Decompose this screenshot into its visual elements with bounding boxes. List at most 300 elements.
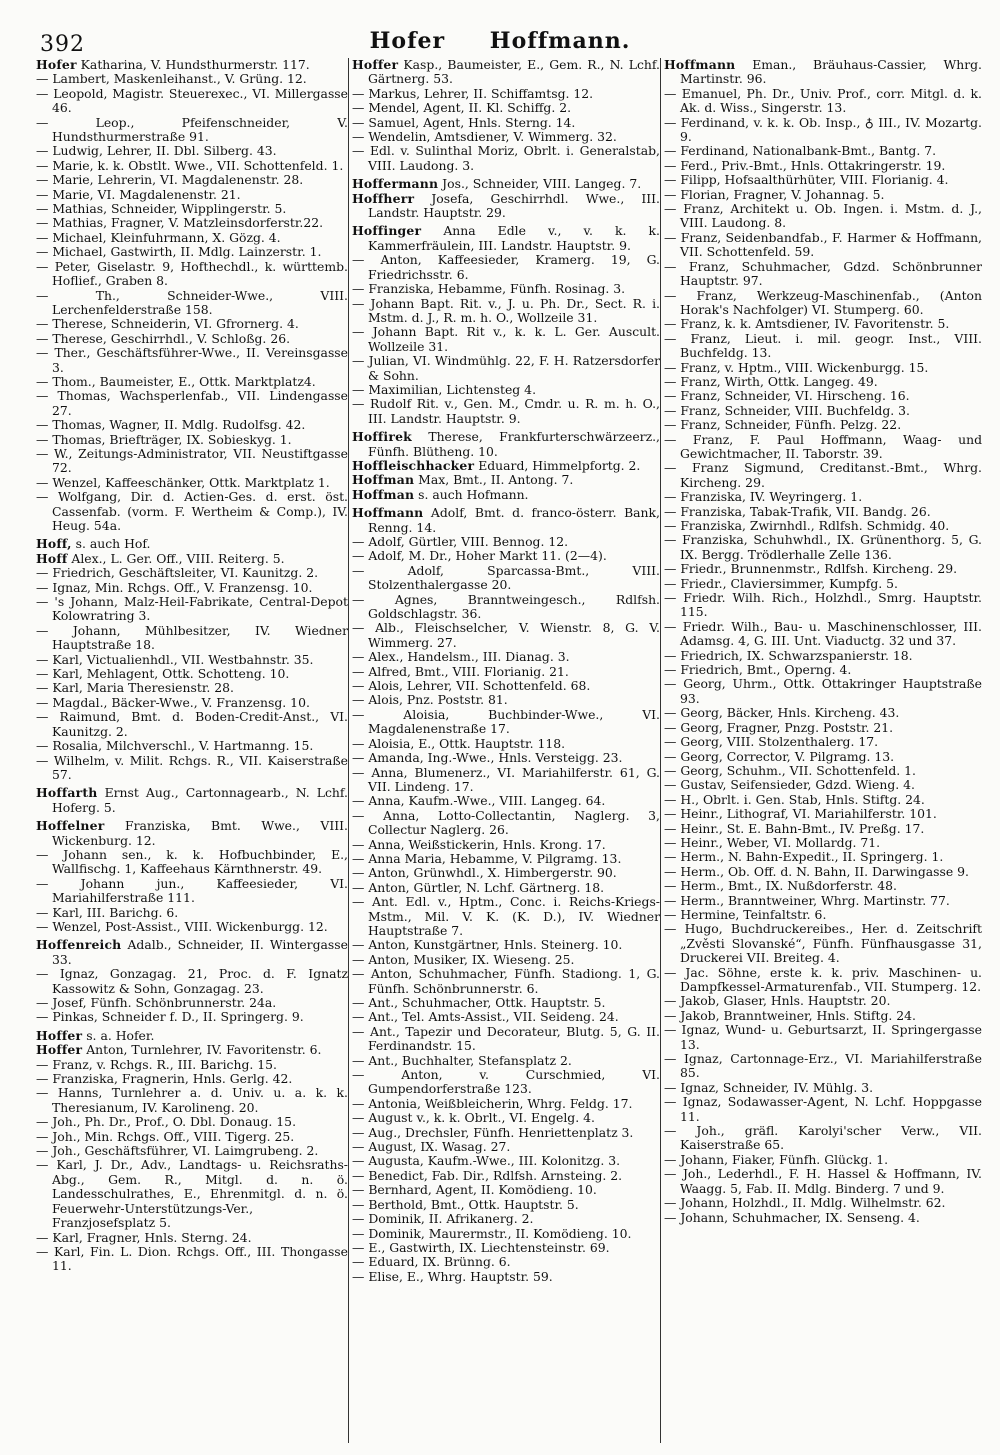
directory-entry [352,177,660,191]
directory-entry [352,1255,660,1269]
entry-text: — Anton, Gürtler, N. Lchf. Gärtnerg. 18. [352,879,605,895]
entry-surname: Hofer [36,58,77,72]
entry-text: — August v., k. k. Obrlt., VI. Engelg. 4. [352,1110,595,1126]
directory-entry [36,537,348,551]
entry-surname: Hoffleischhacker [352,457,475,473]
entry-text: — Franz, Seidenbandfab., F. Harmer & Hoffmann, VII. Schottenfeld. 59. [664,229,982,260]
directory-entry [352,383,660,397]
entry-text: — Ignaz, Wund- u. Geburtsarzt, II. Springergasse 13. [664,1022,982,1052]
entry-text: Jos., Schneider, VIII. Langeg. 7. [442,176,642,192]
directory-entry [352,1154,660,1168]
directory-entry [352,794,660,808]
entry-text: — Ignaz, Gonzagag. 21, Proc. d. F. Ignatz Kassowitz & Sohn, Gonzagag. 23. [36,966,348,996]
entry-text: — Joh., Ph. Dr., Prof., O. Dbl. Donaug. 15. [36,1114,297,1130]
directory-entry [352,838,660,852]
entry-text: — Herm., Bmt., IX. Nußdorferstr. 48. [664,878,897,894]
directory-entry [36,447,348,476]
directory-entry [664,202,982,231]
entry-text: — Jakob, Branntweiner, Hnls. Stiftg. 24. [664,1007,916,1023]
directory-entry [352,1068,660,1097]
entry-text: — Franziska, IV. Weyringerg. 1. [664,489,863,505]
entry-text: Anton, Turnlehrer, IV. Favoritenstr. 6. [86,1042,322,1058]
directory-entry [36,1010,348,1024]
directory-entry [352,564,660,593]
entry-text: — Thomas, Wagner, II. Mdlg. Rudolfsg. 42. [36,417,306,433]
entry-text: — Wenzel, Kaffeeschänker, Ottk. Marktplatz 1. [36,474,330,490]
entry-text: — Markus, Lehrer, II. Schiffamtsg. 12. [352,85,594,101]
directory-entry [36,389,348,418]
entry-text: — Maximilian, Lichtensteg 4. [352,381,537,397]
entry-text: — Ferdinand, v. k. k. Ob. Insp., ♁ III., IV. Mozartg. 9. [664,114,982,145]
entry-text: — Franziska, Tabak-Trafik, VII. Bandg. 26. [664,503,931,519]
entry-text: — Franz Sigmund, Creditanst.-Bmt., Whrg. Kircheng. 29. [664,460,982,490]
entry-text: — Johann jun., Kaffeesieder, VI. Mariahilferstraße 111. [36,875,348,906]
entry-text: Therese, Frankfurterschwärzeerz., Fünfh. Blütheng. 10. [368,429,660,459]
directory-entry [36,877,348,906]
entry-text: — Johann, Schuhmacher, IX. Senseng. 4. [664,1209,920,1225]
entry-text: — Ferd., Priv.-Bmt., Hnls. Ottakringerstr. 19. [664,157,946,173]
entry-text: — Johann, Fiaker, Fünfh. Glückg. 1. [664,1151,889,1167]
running-head [0,28,1000,54]
directory-entry [36,188,348,202]
directory-entry [36,1029,348,1043]
entry-text: — Herm., Ob. Off. d. N. Bahn, II. Darwingasse 9. [664,863,969,879]
directory-entry [36,418,348,432]
directory-entry [664,361,982,375]
entry-text: — Georg, VIII. Stolzenthalerg. 17. [664,734,879,750]
entry-text: — Wendelin, Amtsdiener, V. Wimmerg. 32. [352,129,617,145]
entry-surname: Hoffirek [352,429,412,445]
directory-entry [352,621,660,650]
entry-text: — Samuel, Agent, Hnls. Sterng. 14. [352,114,576,130]
entry-text: Katharina, V. Hundsthurmerstr. 117. [80,58,310,72]
entry-surname: Hoffelner [36,818,105,834]
directory-entry [664,389,982,403]
directory-entry [664,332,982,361]
directory-entry [36,595,348,624]
entry-text: — Marie, VI. Magdalenenstr. 21. [36,186,241,202]
entry-text: — Friedr., Brunnenmstr., Rdlfsh. Kircheng. 29. [664,561,958,577]
entry-text: — Hugo, Buchdruckereibes., Her. d. Zeitschrift „Zvěsti Slovanské“, Fünfh. Fünfhausgasse 31, Druckerei VII. Breiteg. 4. [664,921,982,966]
entry-text: s. auch Hof. [75,536,151,552]
entry-text: — H., Obrlt. i. Gen. Stab, Hnls. Stiftg. 24. [664,791,925,807]
directory-entry [664,908,982,922]
directory-entry [664,188,982,202]
entry-surname: Hoffman [352,472,415,488]
directory-entry [664,404,982,418]
entry-text: — Karl, Fragner, Hnls. Sterng. 24. [36,1229,252,1245]
entry-text: — Georg, Fragner, Pnzg. Poststr. 21. [664,719,894,735]
directory-entry [352,593,660,622]
entry-text: — Thomas, Briefträger, IX. Sobieskyg. 1. [36,431,292,447]
entry-text: — Thom., Baumeister, E., Ottk. Marktplatz4. [36,373,316,389]
directory-entry [664,505,982,519]
entry-text: — Filipp, Hofsaalthürhüter, VIII. Florianig. 4. [664,172,949,188]
entry-text: — Adolf, M. Dr., Hoher Markt 11. (2—4). [352,548,607,564]
entry-text: — Franz, Architekt u. Ob. Ingen. i. Mstm. d. J., VIII. Laudong. 8. [664,201,982,231]
entry-text: — Dominik, Maurermstr., II. Komödieng. 10. [352,1225,632,1241]
entry-text: — Ant., Buchhalter, Stefansplatz 2. [352,1052,572,1068]
directory-entry [664,865,982,879]
directory-entry [352,895,660,938]
entry-text: — Pinkas, Schneider f. D., II. Springerg. 9. [36,1009,304,1025]
entry-text: — Karl, Fin. L. Dion. Rchgs. Off., III. Thongasse 11. [36,1243,348,1274]
entry-text: — Dominik, II. Afrikanerg. 2. [352,1211,534,1227]
entry-text: — Heinr., Weber, VI. Mollardg. 71. [664,834,881,850]
entry-text: — Franz, F. Paul Hoffmann, Waag- und Gewichtmacher, II. Taborstr. 39. [664,431,982,461]
directory-entry [36,786,348,815]
directory-entry [664,519,982,533]
entry-surname: Hoffinger [352,223,422,239]
directory-entry [352,101,660,115]
directory-entry [664,706,982,720]
entry-text: — Anton, Grünwhdl., X. Himbergerstr. 90. [352,865,617,881]
entry-text: — Alfred, Bmt., VIII. Florianig. 21. [352,663,569,679]
column-3 [664,58,982,1438]
directory-entry [36,938,348,967]
entry-text: — Johann Bapt. Rit. v., J. u. Ph. Dr., Sect. R. i. Mstm. d. J., R. m. h. O., Wollzeile 31. [352,295,660,325]
entry-text: Ernst Aug., Cartonnagearb., N. Lchf. Hoferg. 5. [52,785,348,815]
directory-entry [36,996,348,1010]
entry-text: Anna Edle v., v. k. k. Kammerfräulein, III. Landstr. Hauptstr. 9. [368,223,660,253]
directory-entry [664,1211,982,1225]
entry-text: — Jac. Söhne, erste k. k. priv. Maschinen- u. Dampfkessel-Armaturenfab., VII. Stumperg. 12. [664,964,982,994]
entry-text: — Magdal., Bäcker-Wwe., V. Franzensg. 10. [36,694,310,710]
entry-text: — Joh., Geschäftsführer, VI. Laimgrubeng. 2. [36,1143,319,1159]
entry-text: — Karl, Victualienhdl., VII. Westbahnstr. 35. [36,651,314,667]
directory-entry [352,144,660,173]
entry-text: — Friedr. Wilh., Bau- u. Maschinenschlosser, III. Adamsg. 4, G. III. Unt. Viaductg. 32 und 37. [664,618,982,649]
directory-entry [664,231,982,260]
directory-entry [352,224,660,253]
directory-entry [36,260,348,289]
directory-entry [36,1130,348,1144]
directory-entry [36,317,348,331]
directory-entry [352,1097,660,1111]
entry-text: — 's Johann, Malz-Heil-Fabrikate, Central-Depot Kolowratring 3. [36,594,348,624]
entry-surname: Hoff [36,550,68,566]
directory-entry [664,735,982,749]
directory-entry [36,216,348,230]
column-1 [36,58,348,1438]
entry-text: — Elise, E., Whrg. Hauptstr. 59. [352,1268,553,1284]
entry-text: — Friedrich, Bmt., Operng. 4. [664,662,852,678]
directory-entry [352,1010,660,1024]
entry-text: — Anton, Kunstgärtner, Hnls. Steinerg. 10. [352,937,623,953]
entry-text: — Franz, Schneider, Fünfh. Pelzg. 22. [664,417,902,433]
entry-text: — Karl, Mehlagent, Ottk. Schotteng. 10. [36,666,290,682]
directory-entry [664,764,982,778]
directory-entry [36,581,348,595]
directory-entry [352,253,660,282]
directory-entry [352,87,660,101]
directory-entry [36,144,348,158]
entry-text: Adolf, Bmt. d. franco-österr. Bank, Renng. 14. [368,505,660,535]
directory-entry [664,663,982,677]
entry-text: — Georg, Schuhm., VII. Schottenfeld. 1. [664,762,916,778]
directory-entry [36,346,348,375]
directory-entry [352,881,660,895]
directory-entry [352,1227,660,1241]
entry-text: — Franz, v. Rchgs. R., III. Barichg. 15. [36,1056,277,1072]
directory-entry [664,1196,982,1210]
entry-text: — Marie, Lehrerin, VI. Magdalenenstr. 28. [36,172,304,188]
directory-entry [664,966,982,995]
entry-text: — Anna, Kaufm.-Wwe., VIII. Langeg. 64. [352,793,606,809]
entry-text: — Leopold, Magistr. Steuerexec., VI. Millergasse 46. [36,85,348,116]
entry-text: — Johann sen., k. k. Hofbuchbinder, E., Wallfischg. 1, Kaffeehaus Kärnthnerstr. 49. [36,846,348,877]
entry-text: — Eduard, IX. Brünng. 6. [352,1254,511,1270]
entry-text: — Ignaz, Sodawasser-Agent, N. Lchf. Hoppgasse 11. [664,1094,982,1124]
entry-text: s. auch Hofmann. [418,486,529,502]
entry-text: — Josef, Fünfh. Schönbrunnerstr. 24a. [36,995,277,1010]
entry-text: — Georg, Corrector, V. Pilgramg. 13. [664,748,895,764]
directory-entry [664,591,982,620]
entry-text: — Ferdinand, Nationalbank-Bmt., Bantg. 7. [664,143,937,159]
entry-text: — Friedrich, Geschäftsleiter, VI. Kaunitzg. 2. [36,565,319,581]
entry-text: — Ant., Tapezir und Decorateur, Blutg. 5, G. II. Ferdinandstr. 15. [352,1023,660,1054]
directory-entry [352,58,660,87]
entry-text: Eduard, Himmelpfortg. 2. [478,457,641,473]
directory-entry [664,173,982,187]
directory-entry [352,967,660,996]
directory-entry [664,836,982,850]
entry-text: — Anna, Lotto-Collectantin, Naglerg. 3, Collectur Naglerg. 26. [352,807,660,838]
directory-entry [36,202,348,216]
directory-entry [36,58,348,72]
entry-text: — Heinr., St. E. Bahn-Bmt., IV. Preßg. 17. [664,820,925,836]
entry-text: — Adolf, Sparcassa-Bmt., VIII. Stolzenthalergasse 20. [352,562,660,593]
entry-surname: Hoffer [36,1042,83,1058]
directory-entry [36,289,348,318]
directory-entry [36,159,348,173]
entry-text: — Joh., gräfl. Karolyi'scher Verw., VII. Kaiserstraße 65. [664,1123,982,1153]
entry-text: — Franziska, Schuhwhdl., IX. Grünenthorg. 5, G. IX. Bergg. Trödlerhalle Zelle 136. [664,532,982,562]
entry-text: — Julian, VI. Windmühlg. 22, F. H. Ratzersdorfer & Sohn. [352,353,660,383]
directory-entry [664,87,982,116]
entry-text: — Franz, Schneider, VIII. Buchfeldg. 3. [664,402,910,418]
directory-entry [36,681,348,695]
entry-text: — Karl, Maria Theresienstr. 28. [36,680,234,696]
directory-entry [664,577,982,591]
directory-entry [664,1095,982,1124]
directory-entry [352,708,660,737]
directory-entry [352,430,660,459]
directory-entry [352,650,660,664]
directory-entry [664,144,982,158]
entry-text: — Ignaz, Cartonnage-Erz., VI. Mariahilferstraße 85. [664,1051,982,1081]
entry-text: — Georg, Bäcker, Hnls. Kircheng. 43. [664,705,900,721]
directory-entry [664,533,982,562]
directory-entry [36,490,348,533]
directory-entry [36,552,348,566]
entry-text: — Franziska, Hebamme, Fünfh. Rosinag. 3. [352,281,626,297]
entry-text: — Ther., Geschäftsführer-Wwe., II. Vereinsgasse 3. [36,345,348,375]
directory-entry [36,754,348,783]
entry-text: — Alb., Fleischselcher, V. Wienstr. 8, G. V. Wimmerg. 27. [352,620,660,650]
entry-text: — Florian, Fragner, V. Johannag. 5. [664,186,885,202]
directory-entry [664,677,982,706]
directory-entry [664,260,982,289]
entry-text: — Ant., Tel. Amts-Assist., VII. Seideng. 24. [352,1009,619,1025]
directory-entry [664,793,982,807]
directory-entry [352,1169,660,1183]
directory-entry [36,739,348,753]
directory-entry [352,325,660,354]
directory-entry [664,433,982,462]
directory-entry [352,737,660,751]
entry-text: — Hermine, Teinfaltstr. 6. [664,906,827,922]
entry-text: — Peter, Giselastr. 9, Hofthechdl., k. württemb. Hoflief., Graben 8. [36,258,348,289]
directory-entry [36,245,348,259]
entry-text: s. a. Hofer. [86,1027,155,1043]
directory-entry [664,490,982,504]
directory-entry [352,397,660,426]
entry-text: — Herm., N. Bahn-Expedit., II. Springerg. 1. [664,849,944,865]
directory-entry [664,922,982,965]
directory-entry [664,317,982,331]
entry-text: — Franz, Lieut. i. mil. geogr. Inst., VIII. Buchfeldg. 13. [664,330,982,361]
entry-surname: Hoffer [352,58,399,72]
directory-entry [352,282,660,296]
entry-text: — Aloisia, Buchbinder-Wwe., VI. Magdalenenstraße 17. [352,706,660,737]
entry-surname: Hoffarth [36,785,98,801]
directory-entry [352,751,660,765]
entry-text: — Karl, III. Barichg. 6. [36,904,179,920]
entry-surname: Hoffman [352,486,415,502]
entry-text: — Mathias, Fragner, V. Matzleinsdorferstr.22. [36,215,324,231]
entry-text: Adalb., Schneider, II. Wintergasse 33. [52,937,348,967]
entry-text: — Rosalia, Milchverschl., V. Hartmanng. 15. [36,738,314,754]
entry-text: — Franziska, Fragnerin, Hnls. Gerlg. 42. [36,1071,293,1087]
directory-entry [352,809,660,838]
column-rule [660,58,661,1443]
directory-entry [352,549,660,563]
directory-entry [36,87,348,116]
directory-entry [664,1052,982,1081]
directory-entry [664,1081,982,1095]
page-number: 392 [40,32,85,57]
entry-surname: Hoffer [36,1027,83,1043]
directory-entry [664,375,982,389]
entry-text: Josefa, Geschirrhdl. Wwe., III. Landstr. Hauptstr. 29. [368,190,660,221]
entry-text: — Franz, Werkzeug-Maschinenfab., (Anton Horak's Nachfolger) VI. Stumperg. 60. [664,287,982,317]
directory-entry [36,375,348,389]
entry-text: — Michael, Kleinfuhrmann, X. Gözg. 4. [36,229,281,245]
entry-text: — Emanuel, Ph. Dr., Univ. Prof., corr. Mitgl. d. k. Ak. d. Wiss., Singerstr. 13. [664,85,982,116]
directory-entry [664,1153,982,1167]
entry-text: — Wilhelm, v. Milit. Rchgs. R., VII. Kaiserstraße 57. [36,752,348,782]
entry-text: — Franziska, Zwirnhdl., Rdlfsh. Schmidg. 40. [664,518,950,533]
directory-entry [36,967,348,996]
entry-surname: Hoffenreich [36,937,122,953]
entry-text: — Anton, v. Curschmied, VI. Gumpendorferstraße 123. [352,1067,660,1097]
directory-entry [352,1140,660,1154]
entry-text: — Herm., Branntweiner, Whrg. Martinstr. 77. [664,892,950,908]
entry-text: — Friedr., Claviersimmer, Kumpfg. 5. [664,575,898,591]
directory-entry [36,1144,348,1158]
directory-entry [352,116,660,130]
entry-text: — Hanns, Turnlehrer a. d. Univ. u. a. k. k. Theresianum, IV. Karolineng. 20. [36,1085,348,1115]
directory-entry [664,850,982,864]
directory-entry [36,1086,348,1115]
entry-text: — Friedr. Wilh. Rich., Holzhdl., Smrg. Hauptstr. 115. [664,590,982,620]
entry-text: — Johann, Holzhdl., II. Mdlg. Wilhelmstr. 62. [664,1195,946,1211]
directory-entry [352,459,660,473]
directory-entry [352,1241,660,1255]
directory-entry [352,488,660,502]
directory-entry [352,354,660,383]
directory-entry [352,852,660,866]
directory-entry [36,1158,348,1230]
directory-entry [352,996,660,1010]
directory-entry [352,693,660,707]
directory-entry [352,1270,660,1284]
directory-entry [352,866,660,880]
directory-entry [36,624,348,653]
directory-entry [664,58,982,87]
entry-text: Kasp., Baumeister, E., Gem. R., N. Lchf. Gärtnerg. 53. [368,58,660,87]
entry-text: — Franz, k. k. Amtsdiener, IV. Favoritenstr. 5. [664,316,950,332]
entry-text: — Wenzel, Post-Assist., VIII. Wickenburgg. 12. [36,918,328,934]
directory-entry [36,231,348,245]
directory-entry [664,807,982,821]
entry-text: — Anton, Kaffeesieder, Kramerg. 19, G. Friedrichsstr. 6. [352,252,660,282]
directory-entry [352,1025,660,1054]
entry-text: — Ant. Edl. v., Hptm., Conc. i. Reichs-Kriegs-Mstm., Mil. V. K. (K. D.), IV. Wiedner Hauptstraße 7. [352,894,660,938]
entry-text: Franziska, Bmt. Wwe., VIII. Wickenburg. 12. [52,818,348,848]
directory-entry [664,562,982,576]
directory-entry [36,1058,348,1072]
directory-entry [36,476,348,490]
directory-entry [352,130,660,144]
entry-text: — Anna, Weißstickerin, Hnls. Krong. 17. [352,836,606,852]
column-2 [352,58,660,1438]
directory-entry [36,920,348,934]
entry-text: — Karl, J. Dr., Adv., Landtags- u. Reichsraths-Abg., Gem. R., Mitgl. d. n. ö. Landesschulrathes, E., Ehrenmitgl. d. n. ö. Feuerwehr-Unterstützungs-Ver., Franzjosefsplatz 5. [36,1157,348,1231]
entry-text: — Gustav, Seifensieder, Gdzd. Wieng. 4. [664,777,915,793]
directory-entry [36,1043,348,1057]
entry-text: — Alois, Lehrer, VII. Schottenfeld. 68. [352,678,591,694]
entry-text: — Therese, Schneiderin, VI. Gfrornerg. 4. [36,316,299,332]
entry-text: — Friedrich, IX. Schwarzspanierstr. 18. [664,647,913,663]
entry-text: — Joh., Lederhdl., F. H. Hassel & Hoffmann, IV. Waagg. 5, Fab. II. Mdlg. Binderg. 7 und 9. [664,1166,982,1196]
entry-text: Max, Bmt., II. Antong. 7. [418,472,574,488]
entry-surname: Hoffmann [352,505,424,521]
directory-entry [664,116,982,145]
directory-entry [352,1111,660,1125]
entry-text: — W., Zeitungs-Administrator, VII. Neustiftgasse 72. [36,445,348,476]
entry-text: — Anton, Musiker, IX. Wieseng. 25. [352,951,575,967]
entry-text: — Johann Bapt. Rit v., k. k. L. Ger. Auscult. Wollzeile 31. [352,324,660,354]
entry-text: — Mathias, Schneider, Wipplingerstr. 5. [36,201,287,217]
entry-text: — Michael, Gastwirth, II. Mdlg. Lainzerstr. 1. [36,244,322,260]
entry-text: — Heinr., Lithograf, VI. Mariahilferstr. 101. [664,806,937,822]
directory-entry [36,433,348,447]
entry-text: Alex., L. Ger. Off., VIII. Reiterg. 5. [71,550,285,566]
directory-entry [36,566,348,580]
entry-text: — Agnes, Branntweingesch., Rdlfsh. Goldschlagstr. 36. [352,591,660,622]
entry-text: — E., Gastwirth, IX. Liechtensteinstr. 69. [352,1239,610,1255]
directory-entry [36,173,348,187]
running-head-right: Hoffmann. [489,28,631,54]
directory-entry [352,938,660,952]
directory-entry [352,1126,660,1140]
entry-text: — Aug., Drechsler, Fünfh. Henriettenplatz 3. [352,1124,634,1140]
entry-surname: Hoffermann [352,176,439,192]
directory-entry [352,1183,660,1197]
directory-entry [36,1072,348,1086]
